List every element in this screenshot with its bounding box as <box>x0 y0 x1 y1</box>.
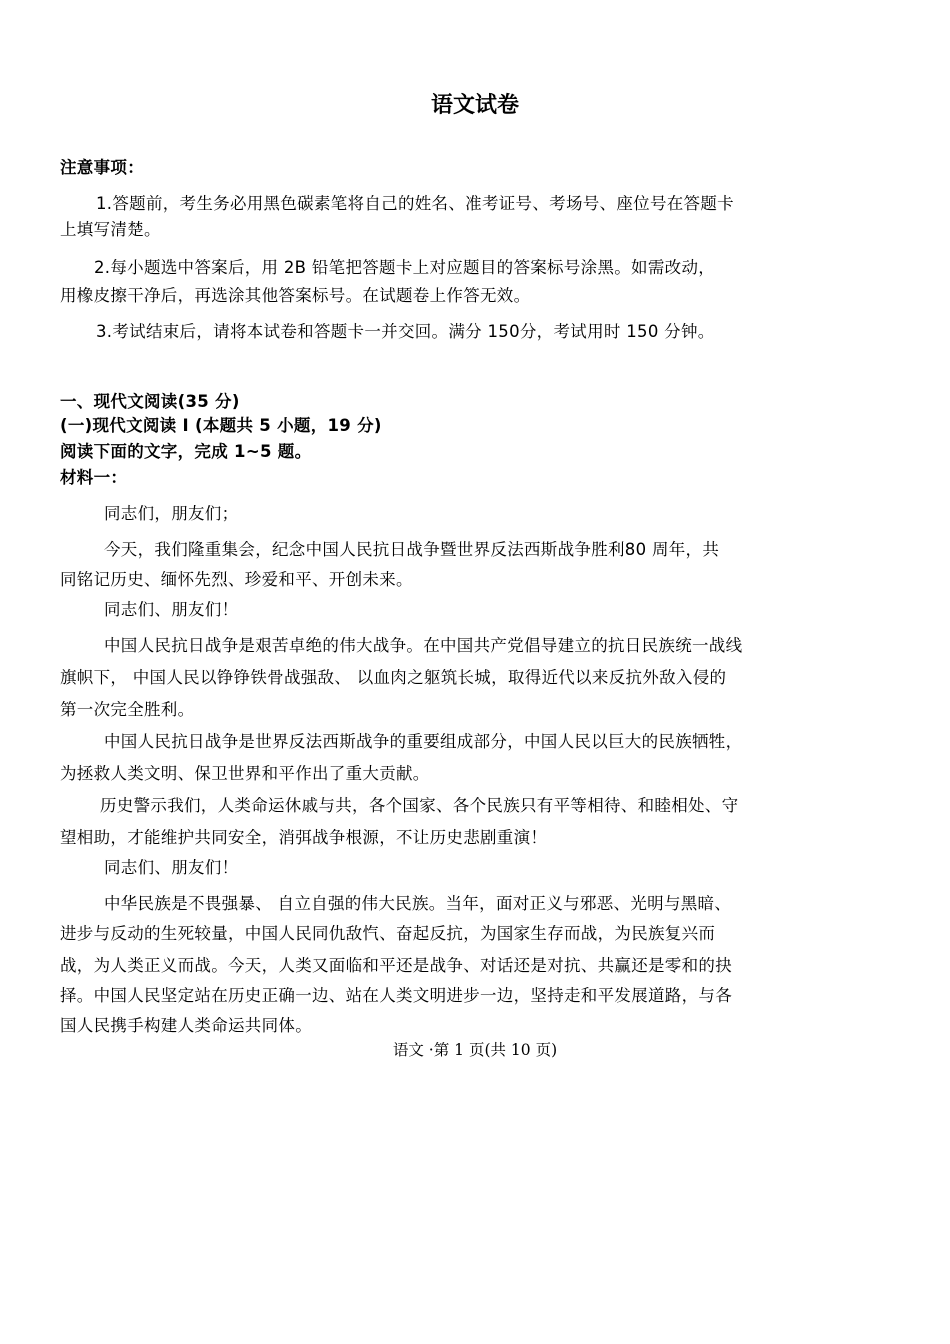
passage-paragraph-1: 同志们，朋友们； <box>104 504 239 523</box>
passage-paragraph-6-line-1: 历史警示我们，人类命运休戚与共，各个国家、各个民族只有平等相待、和睦相处、守 <box>100 796 739 815</box>
notice-item-2-line-2: 用橡皮擦干净后，再选涂其他答案标号。在试题卷上作答无效。 <box>60 286 531 305</box>
notice-item-2-line-1: 2.每小题选中答案后，用 2B 铅笔把答题卡上对应题目的答案标号涂黑。如需改动， <box>94 258 716 277</box>
notice-item-1-line-1: 1.答题前，考生务必用黑色碳素笔将自己的姓名、准考证号、考场号、座位号在答题卡 <box>96 194 734 213</box>
page-title: 语文试卷 <box>430 92 519 118</box>
passage-paragraph-4-line-1: 中国人民抗日战争是艰苦卓绝的伟大战争。在中国共产党倡导建立的抗日民族统一战线 <box>104 636 743 655</box>
notice-heading: 注意事项： <box>60 158 144 177</box>
passage-paragraph-6-line-2: 望相助，才能维护共同安全，消弭战争根源，不让历史悲剧重演！ <box>60 828 548 847</box>
sub-section-heading: (一)现代文阅读 Ⅰ (本题共 5 小题，19 分) <box>60 416 382 435</box>
passage-paragraph-5-line-1: 中国人民抗日战争是世界反法西斯战争的重要组成部分，中国人民以巨大的民族牺牲， <box>104 732 743 751</box>
passage-paragraph-8-line-3: 战，为人类正义而战。今天，人类又面临和平还是战争、对话还是对抗、共赢还是零和的抉 <box>60 956 732 975</box>
passage-paragraph-8-line-1: 中华民族是不畏强暴、 自立自强的伟大民族。当年，面对正义与邪恶、光明与黑暗、 <box>104 894 732 913</box>
passage-paragraph-5-line-2: 为拯救人类文明、保卫世界和平作出了重大贡献。 <box>60 764 430 783</box>
notice-item-3-line-1: 3.考试结束后，请将本试卷和答题卡一并交回。满分 150分，考试用时 150 分钟。 <box>96 322 715 341</box>
passage-paragraph-8-line-4: 择。中国人民坚定站在历史正确一边、站在人类文明进步一边，坚持走和平发展道路，与各 <box>60 986 732 1005</box>
passage-paragraph-2-line-1: 今天，我们隆重集会，纪念中国人民抗日战争暨世界反法西斯战争胜利80 周年，共 <box>104 540 720 559</box>
passage-paragraph-2-line-2: 同铭记历史、缅怀先烈、珍爱和平、开创未来。 <box>60 570 413 589</box>
reading-instruction: 阅读下面的文字，完成 1~5 题。 <box>60 442 312 461</box>
page-footer: 语文 ·第 1 页(共 10 页) <box>392 1041 558 1059</box>
passage-paragraph-3: 同志们、朋友们！ <box>104 600 239 619</box>
passage-paragraph-4-line-2: 旗帜下， 中国人民以铮铮铁骨战强敌、 以血肉之躯筑长城，取得近代以来反抗外敌入侵的 <box>60 668 727 687</box>
passage-paragraph-8-line-5: 国人民携手构建人类命运共同体。 <box>60 1016 312 1035</box>
section-heading: 一、现代文阅读(35 分) <box>60 392 240 411</box>
passage-paragraph-8-line-2: 进步与反动的生死较量，中国人民同仇敌忾、奋起反抗，为国家生存而战，为民族复兴而 <box>60 924 716 943</box>
notice-item-1-line-2: 上填写清楚。 <box>60 220 161 239</box>
passage-paragraph-4-line-3: 第一次完全胜利。 <box>60 700 195 719</box>
passage-paragraph-7: 同志们、朋友们！ <box>104 858 239 877</box>
material-label: 材料一： <box>60 468 128 487</box>
